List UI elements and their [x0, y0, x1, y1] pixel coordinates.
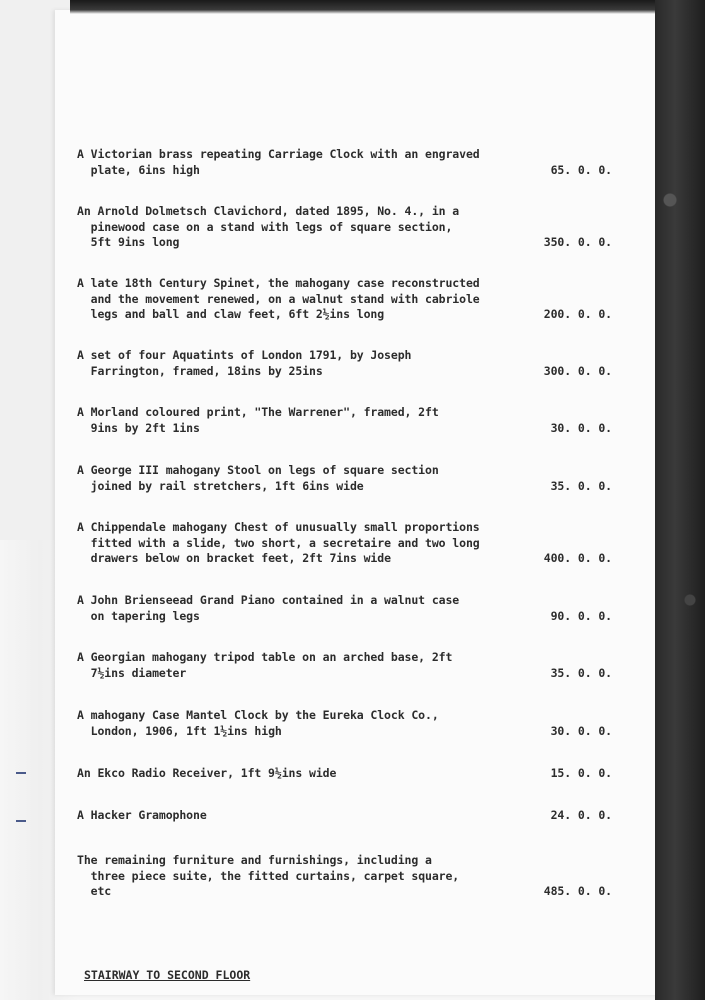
- item-description: A set of four Aquatints of London 1791, by Joseph Farrington, framed, 18ins by 25ins: [77, 348, 412, 378]
- item-price: 15. 0. 0.: [550, 766, 612, 780]
- item-price: 24. 0. 0.: [550, 808, 612, 822]
- list-item: [77, 520, 612, 567]
- list-item: [77, 593, 612, 624]
- list-item: [77, 348, 612, 379]
- item-description: A mahogany Case Mantel Clock by the Eureka Clock Co., London, 1906, 1ft 1½ins high: [77, 708, 439, 738]
- list-item: [77, 766, 612, 782]
- section-heading: STAIRWAY TO SECOND FLOOR: [84, 968, 251, 982]
- margin-tick-mark: [16, 772, 26, 774]
- item-description: A John Brienseead Grand Piano contained in a walnut case on tapering legs: [77, 593, 460, 623]
- list-item: [77, 708, 612, 739]
- item-price: 400. 0. 0.: [543, 551, 612, 566]
- list-item: [77, 405, 612, 436]
- item-price: 200. 0. 0.: [543, 307, 612, 322]
- top-shadow-edge: [70, 0, 690, 14]
- item-description: A Chippendale mahogany Chest of unusually small proportions fitted with a slide, two short, a secretaire and two long drawers below on bracket feet, 2ft 7ins wide: [77, 520, 480, 566]
- margin-tick-mark: [16, 820, 26, 822]
- item-description: A late 18th Century Spinet, the mahogany case reconstructed and the movement renewed, on a walnut stand with cabriole legs and ball and claw feet, 6ft 2½ins long: [77, 276, 480, 322]
- item-description: The remaining furniture and furnishings, including a three piece suite, the fitted curtains, carpet square, etc: [77, 853, 460, 899]
- item-description: A George III mahogany Stool on legs of square section joined by rail stretchers, 1ft 6ins wide: [77, 463, 439, 493]
- item-price: 300. 0. 0.: [543, 363, 612, 378]
- item-price: 30. 0. 0.: [550, 420, 612, 435]
- item-price: 350. 0. 0.: [543, 235, 612, 250]
- binder-edge: [655, 0, 705, 1000]
- item-description: An Arnold Dolmetsch Clavichord, dated 1895, No. 4., in a pinewood case on a stand with legs of square section, 5ft 9ins long: [77, 204, 460, 250]
- item-description: A Georgian mahogany tripod table on an arched base, 2ft 7½ins diameter: [77, 650, 453, 680]
- item-price: 30. 0. 0.: [550, 723, 612, 738]
- item-price: 65. 0. 0.: [550, 162, 612, 177]
- list-item: [77, 650, 612, 681]
- list-item: [77, 463, 612, 494]
- item-description: An Ekco Radio Receiver, 1ft 9½ins wide: [77, 766, 337, 780]
- item-description: A Victorian brass repeating Carriage Clock with an engraved plate, 6ins high: [77, 147, 480, 177]
- item-price: 35. 0. 0.: [550, 478, 612, 493]
- list-item: [77, 276, 612, 323]
- item-description: A Morland coloured print, "The Warrener", framed, 2ft 9ins by 2ft 1ins: [77, 405, 439, 435]
- item-price: 90. 0. 0.: [550, 608, 612, 623]
- item-price: 485. 0. 0.: [543, 884, 612, 899]
- list-item: [77, 147, 612, 178]
- item-price: 35. 0. 0.: [550, 665, 612, 680]
- item-description: A Hacker Gramophone: [77, 808, 207, 822]
- list-item: [77, 808, 612, 824]
- list-item: [77, 853, 612, 900]
- list-item: [77, 204, 612, 251]
